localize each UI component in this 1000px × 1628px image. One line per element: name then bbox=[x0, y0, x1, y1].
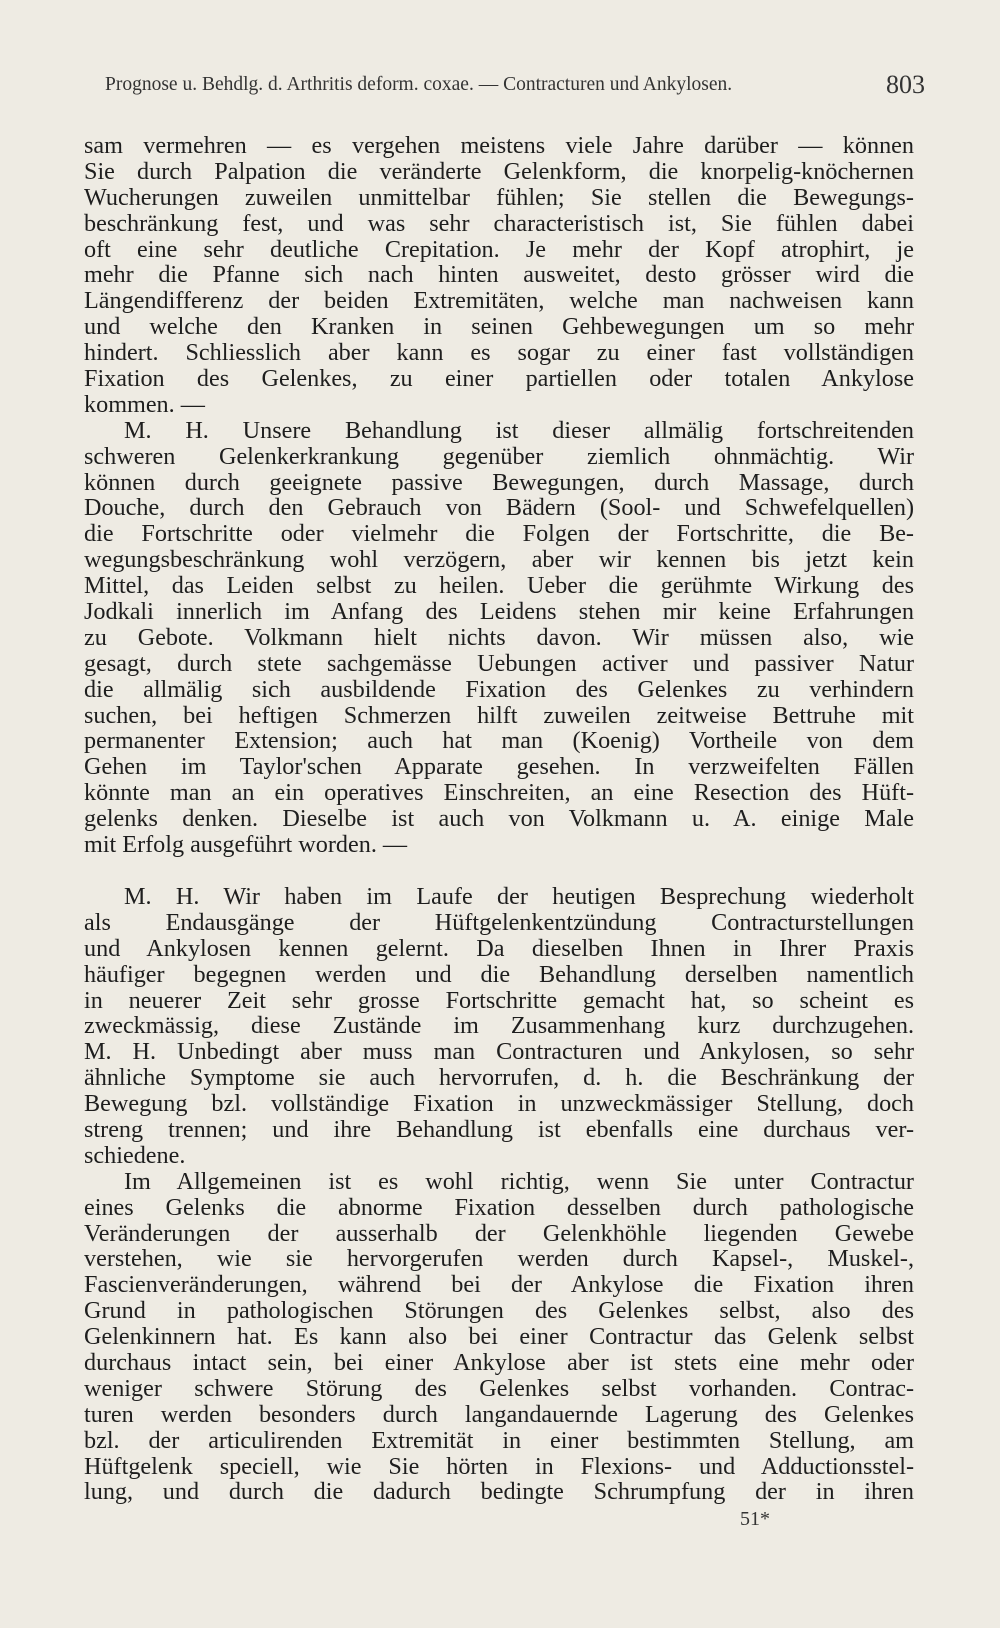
text-line: turen werden besonders durch langandauernde Lagerung des Gelenkes bbox=[84, 1400, 914, 1428]
text-line: streng trennen; und ihre Behandlung ist ebenfalls eine durchaus ver- bbox=[84, 1115, 914, 1143]
text-line: wegungsbeschränkung wohl verzögern, aber wir kennen bis jetzt kein bbox=[84, 546, 914, 574]
text-line: Längendifferenz der beiden Extremitäten, welche man nachweisen kann bbox=[84, 287, 914, 315]
text-line: Veränderungen der ausserhalb der Gelenkhöhle liegenden Gewebe bbox=[84, 1219, 914, 1247]
text-line: schweren Gelenkerkrankung gegenüber ziemlich ohnmächtig. Wir bbox=[84, 442, 914, 470]
text-line: Mittel, das Leiden selbst zu heilen. Ueber die gerühmte Wirkung des bbox=[84, 572, 914, 600]
text-line: könnte man an ein operatives Einschreiten, an eine Resection des Hüft- bbox=[84, 779, 914, 807]
text-line: beschränkung fest, und was sehr characteristisch ist, Sie fühlen dabei bbox=[84, 209, 914, 237]
text-line: permanenter Extension; auch hat man (Koenig) Vortheile von dem bbox=[84, 727, 914, 755]
text-line: oft eine sehr deutliche Crepitation. Je mehr der Kopf atrophirt, je bbox=[84, 235, 914, 263]
text-line: gesagt, durch stete sachgemässe Uebungen activer und passiver Natur bbox=[84, 649, 914, 677]
text-line: sam vermehren — es vergehen meistens viele Jahre darüber — können bbox=[84, 132, 914, 159]
text-line: Bewegung bzl. vollständige Fixation in unzweckmässiger Stellung, doch bbox=[84, 1090, 914, 1118]
text-line: hindert. Schliesslich aber kann es sogar zu einer fast vollständigen bbox=[84, 339, 914, 367]
text-line: eines Gelenks die abnorme Fixation desselben durch pathologische bbox=[84, 1193, 914, 1221]
text-line: mehr die Pfanne sich nach hinten ausweitet, desto grösser wird die bbox=[84, 261, 914, 289]
text-line: M. H. Unsere Behandlung ist dieser allmälig fortschreitenden bbox=[124, 416, 914, 444]
text-line: Im Allgemeinen ist es wohl richtig, wenn Sie unter Contractur bbox=[124, 1167, 914, 1195]
text-line: Douche, durch den Gebrauch von Bädern (Sool- und Schwefelquellen) bbox=[84, 494, 914, 522]
text-line: Grund in pathologischen Störungen des Gelenkes selbst, also des bbox=[84, 1297, 914, 1325]
text-line: und welche den Kranken in seinen Gehbewegungen um so mehr bbox=[84, 313, 914, 341]
text-line: suchen, bei heftigen Schmerzen hilft zuweilen zeitweise Bettruhe mit bbox=[84, 701, 914, 729]
text-line: Wucherungen zuweilen unmittelbar fühlen; Sie stellen die Bewegungs- bbox=[84, 183, 914, 211]
text-line: Jodkali innerlich im Anfang des Leidens stehen mir keine Erfahrungen bbox=[84, 598, 914, 626]
text-line: können durch geeignete passive Bewegungen, durch Massage, durch bbox=[84, 468, 914, 496]
text-line: die allmälig sich ausbildende Fixation des Gelenkes zu verhindern bbox=[84, 675, 914, 703]
running-title: Prognose u. Behdlg. d. Arthritis deform. coxae. — Contracturen und Ankylosen. bbox=[105, 74, 733, 95]
text-line: lung, und durch die dadurch bedingte Schrumpfung der in ihren bbox=[84, 1478, 914, 1506]
page-number: 803 bbox=[886, 70, 925, 99]
text-line: schiedene. bbox=[84, 1141, 186, 1169]
text-line: durchaus intact sein, bei einer Ankylose aber ist stets eine mehr oder bbox=[84, 1348, 914, 1376]
text-line: gelenks denken. Dieselbe ist auch von Volkmann u. A. einige Male bbox=[84, 805, 914, 833]
paragraph-gap bbox=[84, 858, 914, 884]
text-line: Fascienveränderungen, während bei der Ankylose die Fixation ihren bbox=[84, 1271, 914, 1299]
text-line: in neuerer Zeit sehr grosse Fortschritte gemacht hat, so scheint es bbox=[84, 986, 914, 1014]
signature-mark: 51* bbox=[740, 1508, 770, 1530]
text-line: Hüftgelenk speciell, wie Sie hörten in Flexions- und Adductionsstel- bbox=[84, 1452, 914, 1480]
body-text bbox=[84, 133, 914, 1505]
text-line: weniger schwere Störung des Gelenkes selbst vorhanden. Contrac- bbox=[84, 1374, 914, 1402]
text-line: Gehen im Taylor'schen Apparate gesehen. In verzweifelten Fällen bbox=[84, 753, 914, 781]
text-line: verstehen, wie sie hervorgerufen werden durch Kapsel-, Muskel-, bbox=[84, 1245, 914, 1273]
text-line: mit Erfolg ausgeführt worden. — bbox=[84, 831, 408, 859]
text-line: Gelenkinnern hat. Es kann also bei einer Contractur das Gelenk selbst bbox=[84, 1323, 914, 1351]
text-line: als Endausgänge der Hüftgelenkentzündung Contracturstellungen bbox=[84, 908, 914, 936]
text-line: M. H. Unbedingt aber muss man Contracturen und Ankylosen, so sehr bbox=[84, 1038, 914, 1066]
text-line: bzl. der articulirenden Extremität in einer bestimmten Stellung, am bbox=[84, 1426, 914, 1454]
text-line: Sie durch Palpation die veränderte Gelenkform, die knorpelig-knöchernen bbox=[84, 157, 914, 185]
text-line: die Fortschritte oder vielmehr die Folgen der Fortschritte, die Be- bbox=[84, 520, 914, 548]
text-line: zweckmässig, diese Zustände im Zusammenhang kurz durchzugehen. bbox=[84, 1012, 914, 1040]
text-line: zu Gebote. Volkmann hielt nichts davon. Wir müssen also, wie bbox=[84, 623, 914, 651]
text-line: Fixation des Gelenkes, zu einer partiellen oder totalen Ankylose bbox=[84, 365, 914, 393]
text-line: kommen. — bbox=[84, 390, 205, 418]
text-line: und Ankylosen kennen gelernt. Da dieselben Ihnen in Ihrer Praxis bbox=[84, 934, 914, 962]
page-header bbox=[105, 70, 925, 104]
text-line: M. H. Wir haben im Laufe der heutigen Besprechung wiederholt bbox=[124, 882, 914, 910]
text-line: häufiger begegnen werden und die Behandlung derselben namentlich bbox=[84, 960, 914, 988]
text-line: ähnliche Symptome sie auch hervorrufen, d. h. die Beschränkung der bbox=[84, 1064, 914, 1092]
